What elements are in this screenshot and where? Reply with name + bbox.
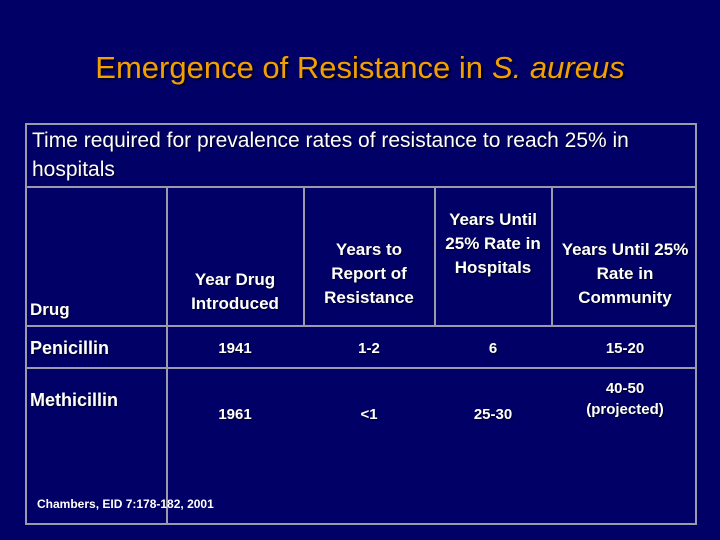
row-drug-name: Penicillin — [30, 338, 110, 358]
row-drug-name: Methicillin — [30, 390, 119, 410]
row-divider — [25, 367, 697, 369]
header-years-community: Years Until 25% Rate in Community — [561, 240, 689, 307]
header-years-hospitals: Years Until 25% Rate in Hospitals — [445, 210, 541, 277]
slide-title-organism: S. aureus — [492, 50, 625, 85]
column-divider — [551, 188, 553, 325]
cell-years-hospitals: 6 — [488, 340, 498, 357]
header-years-to-report: Years to Report of Resistance — [324, 240, 414, 307]
column-divider — [166, 188, 168, 524]
cell-years-community: 40-50 (projected) — [586, 380, 664, 418]
slide-title — [0, 50, 720, 86]
cell-year-introduced: 1961 — [218, 406, 252, 423]
header-divider — [25, 325, 697, 327]
table-caption: Time required for prevalence rates of resistance to reach 25% in hospitals — [32, 129, 629, 181]
column-divider — [303, 188, 305, 325]
cell-years-to-report: <1 — [360, 406, 378, 423]
header-drug: Drug — [30, 300, 70, 319]
cell-years-community: 15-20 — [605, 340, 645, 357]
source-citation: Chambers, EID 7:178-182, 2001 — [37, 497, 214, 511]
column-divider — [434, 188, 436, 325]
header-year-introduced: Year Drug Introduced — [191, 270, 279, 313]
cell-years-to-report: 1-2 — [358, 340, 380, 357]
cell-year-introduced: 1941 — [218, 340, 252, 357]
slide-title-main: Emergence of Resistance in — [95, 50, 483, 85]
cell-years-hospitals: 25-30 — [473, 406, 513, 423]
